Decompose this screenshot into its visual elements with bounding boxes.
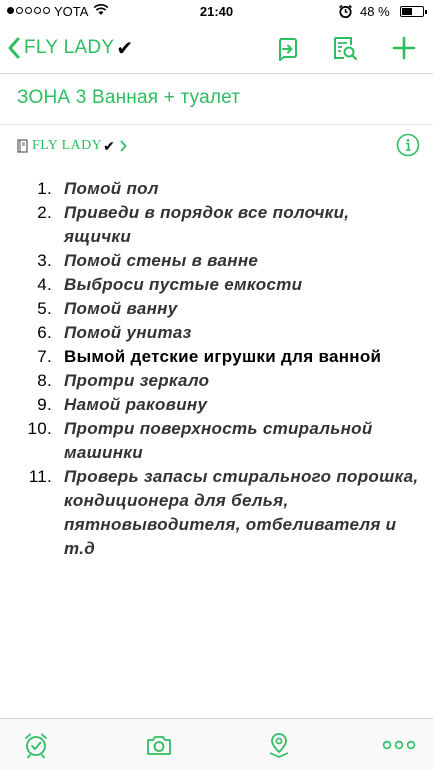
item-number: 5. bbox=[37, 299, 52, 318]
item-number: 2. bbox=[37, 203, 52, 222]
bottom-toolbar bbox=[0, 718, 433, 770]
nav-bar bbox=[0, 22, 433, 74]
checklist bbox=[0, 177, 433, 561]
note-title[interactable]: ЗОНА 3 Ванная + туалет bbox=[17, 87, 241, 108]
notebook-name: FLY LADY bbox=[32, 138, 103, 153]
list-item bbox=[0, 297, 433, 321]
item-number: 8. bbox=[37, 371, 52, 390]
item-text[interactable]: Помой унитаз bbox=[64, 323, 192, 342]
list-item bbox=[0, 201, 433, 249]
reminder-clock-icon[interactable] bbox=[22, 731, 50, 759]
list-item bbox=[0, 369, 433, 393]
battery-percent: 48 % bbox=[360, 4, 390, 19]
item-text[interactable]: Помой стены в ванне bbox=[64, 251, 259, 270]
camera-icon[interactable] bbox=[145, 731, 173, 759]
search-note-icon[interactable] bbox=[330, 33, 360, 63]
carrier-name: YOTA bbox=[54, 4, 89, 19]
list-item bbox=[0, 393, 433, 417]
list-item bbox=[0, 465, 433, 561]
item-number: 4. bbox=[37, 275, 52, 294]
item-number: 9. bbox=[37, 395, 52, 414]
item-text[interactable]: Намой раковину bbox=[64, 395, 208, 414]
back-label: FLY LADY bbox=[24, 37, 115, 58]
item-text[interactable]: Протри поверхность стиральной машинки bbox=[64, 419, 373, 462]
checkmark-glyph: ✔ bbox=[116, 37, 134, 60]
item-number: 7. bbox=[37, 347, 52, 366]
chevron-right-icon bbox=[120, 140, 127, 152]
notebook-icon bbox=[17, 139, 28, 153]
checkmark-glyph: ✔ bbox=[103, 137, 115, 154]
item-text[interactable]: Приведи в порядок все полочки, ящички bbox=[64, 203, 350, 246]
chevron-left-icon bbox=[8, 37, 20, 59]
list-item bbox=[0, 321, 433, 345]
item-text[interactable]: Помой пол bbox=[64, 179, 159, 198]
status-bar bbox=[0, 0, 433, 22]
divider bbox=[0, 124, 433, 125]
more-icon[interactable] bbox=[382, 731, 416, 759]
list-item bbox=[0, 249, 433, 273]
list-item bbox=[0, 345, 433, 369]
list-item bbox=[0, 273, 433, 297]
item-text[interactable]: Помой ванну bbox=[64, 299, 178, 318]
item-number: 10. bbox=[27, 419, 52, 438]
item-number: 1. bbox=[37, 179, 52, 198]
status-time: 21:40 bbox=[199, 4, 234, 19]
item-text[interactable]: Проверь запасы стирального порошка, кондиционера для белья, пятновыводителя, отбеливателя и т.д bbox=[64, 467, 419, 558]
add-icon[interactable] bbox=[389, 33, 419, 63]
list-item bbox=[0, 417, 433, 465]
item-text[interactable]: Выброси пустые емкости bbox=[64, 275, 303, 294]
location-pin-icon[interactable] bbox=[265, 731, 293, 759]
item-text[interactable]: Вымой детские игрушки для ванной bbox=[64, 347, 382, 366]
back-button[interactable] bbox=[8, 34, 133, 62]
item-text[interactable]: Протри зеркало bbox=[64, 371, 210, 390]
share-icon[interactable] bbox=[272, 33, 302, 63]
battery-icon bbox=[400, 6, 424, 17]
item-number: 6. bbox=[37, 323, 52, 342]
item-number: 11. bbox=[28, 467, 52, 486]
item-number: 3. bbox=[37, 251, 52, 270]
info-icon[interactable] bbox=[396, 133, 420, 157]
alarm-icon bbox=[338, 4, 353, 22]
list-item bbox=[0, 177, 433, 201]
notebook-link[interactable] bbox=[17, 137, 127, 155]
